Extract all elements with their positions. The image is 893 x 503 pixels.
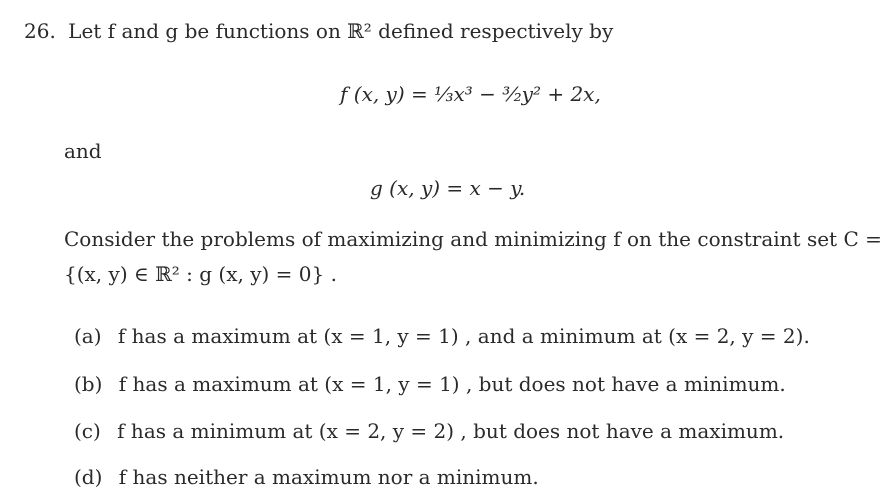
option-b-label: (b): [74, 372, 103, 396]
option-a-text: f has a maximum at (x = 1, y = 1) , and a minimum at (x = 2, y = 2).: [117, 324, 810, 348]
option-d: [74, 467, 539, 487]
option-a: [74, 326, 810, 346]
problem-intro-text: Let f and g be functions on ℝ² defined respectively by: [68, 19, 614, 43]
option-d-label: (d): [74, 465, 103, 489]
consider-line-1: Consider the problems of maximizing and minimizing f on the constraint set C =: [64, 227, 882, 251]
option-c-text: f has a minimum at (x = 2, y = 2) , but does not have a maximum.: [117, 419, 785, 443]
option-c: [74, 421, 784, 441]
problem-intro: [24, 21, 613, 41]
option-b-text: f has a maximum at (x = 1, y = 1) , but does not have a minimum.: [118, 372, 786, 396]
connector-and: and: [64, 139, 102, 163]
option-d-text: f has neither a maximum nor a minimum.: [118, 465, 539, 489]
consider-line-2: {(x, y) ∈ ℝ² : g (x, y) = 0} .: [64, 262, 337, 286]
g-definition: g (x, y) = x − y.: [370, 176, 526, 200]
option-b: [74, 374, 786, 394]
f-definition: f (x, y) = ⅓x³ − ³⁄₂y² + 2x,: [340, 82, 601, 106]
problem-number: 26.: [24, 19, 56, 43]
option-a-label: (a): [74, 324, 102, 348]
option-c-label: (c): [74, 419, 101, 443]
